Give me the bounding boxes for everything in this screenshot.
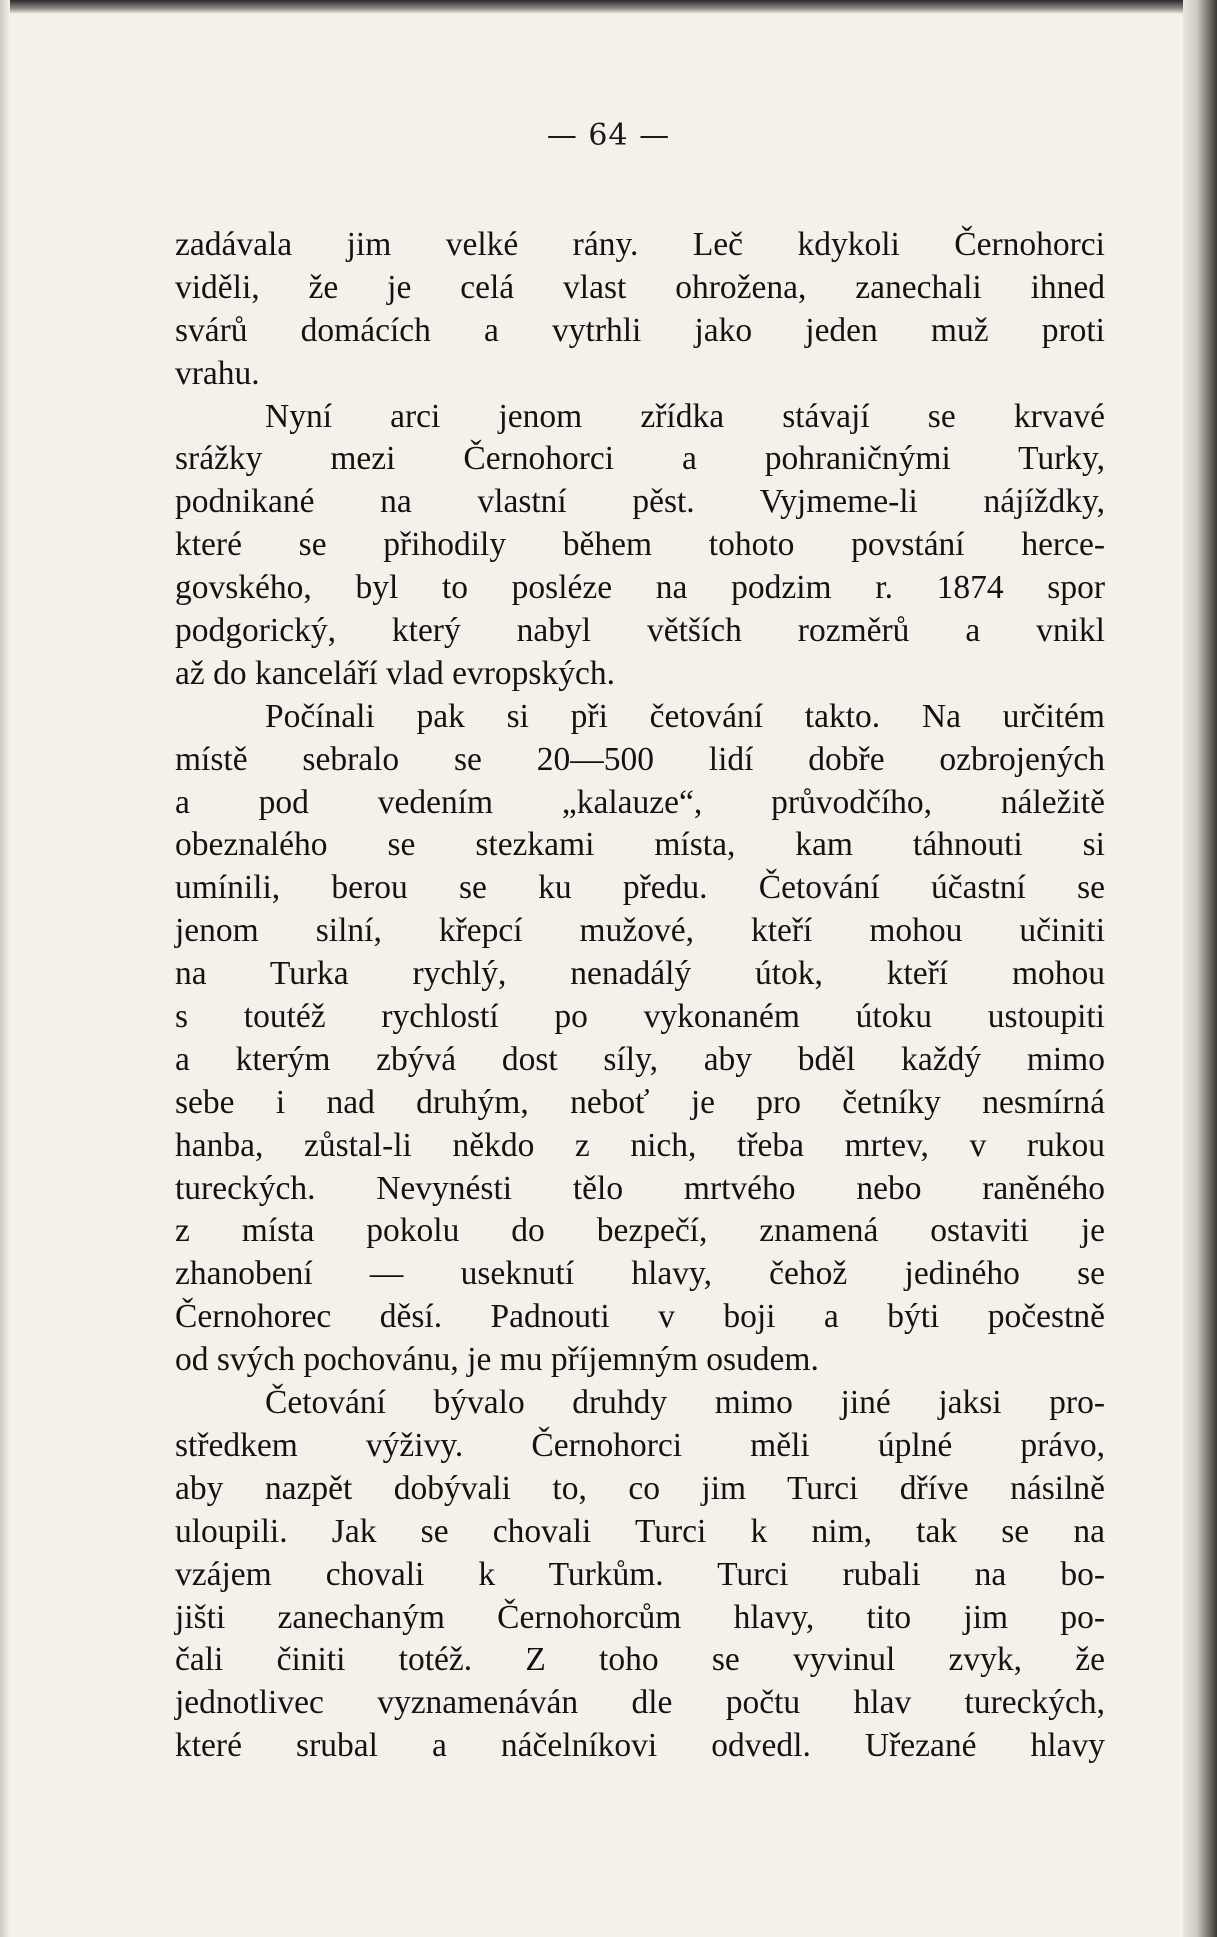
text-line: na Turka rychlý, nenadálý útok, kteří mohou — [175, 955, 1105, 993]
text-line: umínili, berou se ku předu. Četování účastní se — [175, 869, 1105, 907]
page-binding-edge — [1183, 0, 1217, 1937]
text-line: z místa pokolu do bezpečí, znamená ostaviti je — [175, 1212, 1105, 1250]
text-line: jenom silní, křepcí mužové, kteří mohou učiniti — [175, 912, 1105, 950]
text-line: jišti zanechaným Černohorcům hlavy, tito jim po- — [175, 1598, 1105, 1636]
text-line: které se přihodily během tohoto povstání herce- — [175, 526, 1105, 564]
text-line: podnikané na vlastní pěst. Vyjmeme-li nájíždky, — [175, 483, 1105, 521]
text-line: srážky mezi Černohorci a pohraničnými Turky, — [175, 440, 1105, 478]
text-line: Černohorec děsí. Padnouti v boji a býti počestně — [175, 1298, 1105, 1336]
text-line: svárů domácích a vytrhli jako jeden muž proti — [175, 311, 1105, 349]
text-line: hanba, zůstal-li někdo z nich, třeba mrtev, v rukou — [175, 1126, 1105, 1164]
text-line: čali činiti totéž. Z toho se vyvinul zvyk, že — [175, 1641, 1105, 1679]
text-line: aby nazpět dobývali to, co jim Turci dříve násilně — [175, 1469, 1105, 1507]
text-line: a pod vedením „kalauze“, průvodčího, náležitě — [175, 783, 1105, 821]
text-line: zadávala jim velké rány. Leč kdykoli Černohorci — [175, 226, 1105, 263]
text-line: vrahu. — [175, 354, 260, 392]
text-line: obeznalého se stezkami místa, kam táhnouti si — [175, 826, 1105, 864]
text-line: od svých pochovánu, je mu příjemným osudem. — [175, 1341, 819, 1379]
text-line: govského, byl to posléze na podzim r. 1874 spor — [175, 569, 1105, 607]
text-line: podgorický, který nabyl větších rozměrů a vnikl — [175, 612, 1105, 650]
text-line: tureckých. Nevynésti tělo mrtvého nebo raněného — [175, 1169, 1105, 1207]
text-line: vzájem chovali k Turkům. Turci rubali na bo- — [175, 1555, 1105, 1593]
text-line: které srubal a náčelníkovi odvedl. Uřezané hlavy — [175, 1727, 1105, 1765]
text-line: sebe i nad druhým, neboť je pro četníky nesmírná — [175, 1083, 1105, 1121]
page-top-shadow — [0, 0, 1217, 14]
text-line: jednotlivec vyznamenáván dle počtu hlav tureckých, — [175, 1684, 1105, 1722]
text-line: uloupili. Jak se chovali Turci k nim, tak se na — [175, 1512, 1105, 1550]
text-line: místě sebralo se 20—500 lidí dobře ozbrojených — [175, 740, 1105, 778]
text-line: Četování bývalo druhdy mimo jiné jaksi pro- — [265, 1384, 1105, 1422]
text-line: zhanobení — useknutí hlavy, čehož jediného se — [175, 1255, 1105, 1293]
page-left-edge — [0, 0, 10, 1937]
text-line: až do kanceláří vlad evropských. — [175, 654, 615, 692]
text-line: Počínali pak si při četování takto. Na určitém — [265, 697, 1105, 735]
text-line: viděli, že je celá vlast ohrožena, zanechali ihned — [175, 268, 1105, 306]
text-line: středkem výživy. Černohorci měli úplné právo, — [175, 1426, 1105, 1464]
text-line: s toutéž rychlostí po vykonaném útoku ustoupiti — [175, 998, 1105, 1036]
page-number: — 64 — — [546, 118, 671, 153]
text-line: Nyní arci jenom zřídka stávají se krvavé — [265, 397, 1105, 435]
text-line: a kterým zbývá dost síly, aby bděl každý mimo — [175, 1040, 1105, 1078]
body-text — [175, 224, 1105, 1768]
